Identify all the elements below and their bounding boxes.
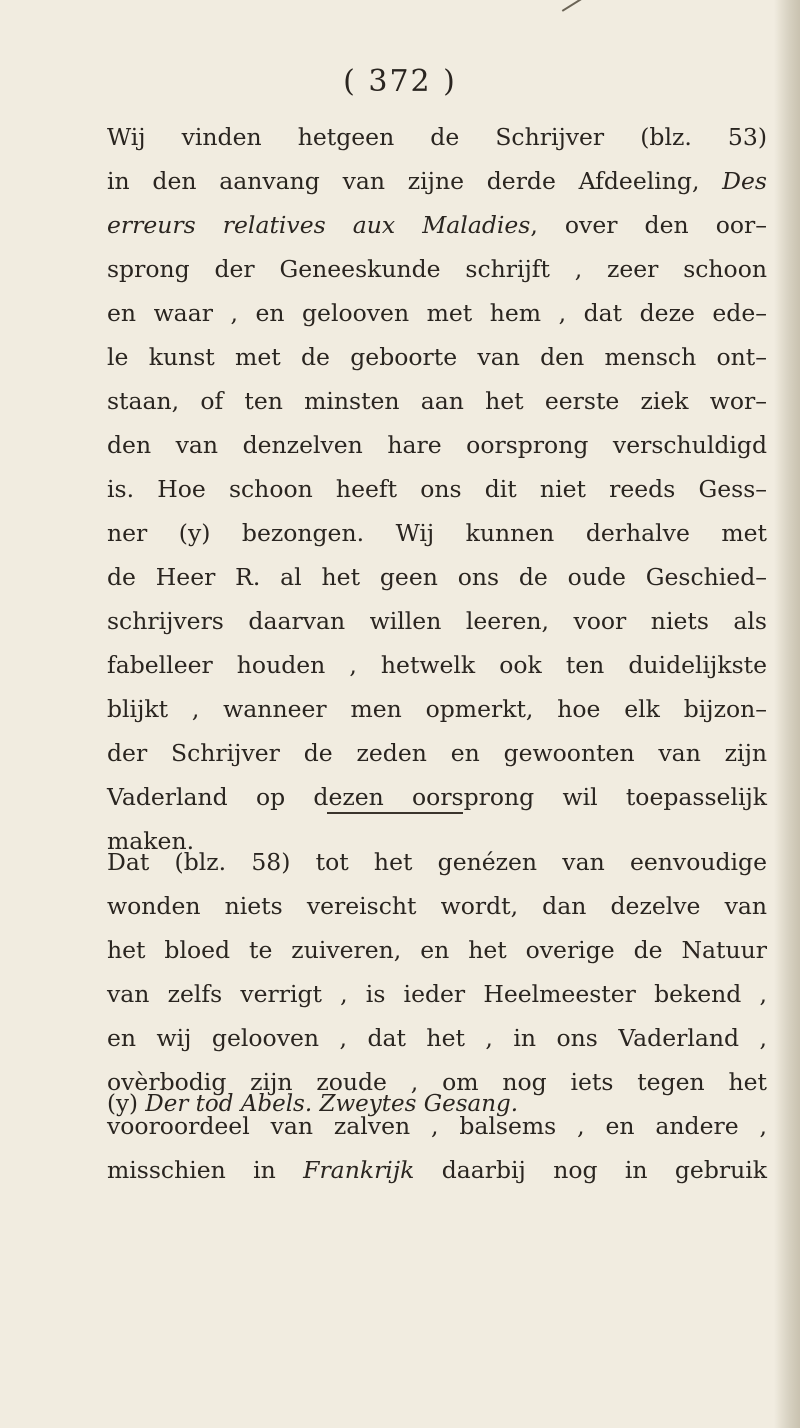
text-line: misschien in Frankrijk daarbij nog in gebruik <box>107 1156 767 1184</box>
text-line: Dat (blz. 58) tot het genézen van eenvoudige <box>107 848 767 876</box>
text-line: is. Hoe schoon heeft ons dit niet reeds Gess– <box>107 475 767 503</box>
text-line: in den aanvang van zijne derde Afdeeling, Des <box>107 167 767 195</box>
text-line: en wij gelooven , dat het , in ons Vaderland , <box>107 1024 767 1052</box>
pencil-mark <box>562 0 589 12</box>
footnote-marker: (y) <box>107 1091 138 1117</box>
text-line: sprong der Geneeskunde schrijft , zeer schoon <box>107 255 767 283</box>
text-line: den van denzelven hare oorsprong verschuldigd <box>107 431 767 459</box>
text-line: de Heer R. al het geen ons de oude Geschied– <box>107 563 767 591</box>
text-line: vooroordeel van zalven , balsems , en andere , <box>107 1112 767 1140</box>
text-line: der Schrijver de zeden en gewoonten van zijn <box>107 739 767 767</box>
text-line: wonden niets vereischt wordt, dan dezelve van <box>107 892 767 920</box>
text-line: schrijvers daarvan willen leeren, voor niets als <box>107 607 767 635</box>
text-line: erreurs relatives aux Maladies, over den oor– <box>107 211 768 239</box>
text-line: blijkt , wanneer men opmerkt, hoe elk bijzon– <box>107 695 767 723</box>
text-line: ovèrbodig zijn zoude , om nog iets tegen het <box>107 1068 767 1096</box>
text-line: maken. <box>107 827 195 855</box>
text-line: staan, of ten minsten aan het eerste ziek wor– <box>107 387 767 415</box>
text-line: Wij vinden hetgeen de Schrijver (blz. 53) <box>107 123 767 151</box>
text-line: het bloed te zuiveren, en het overige de Natuur <box>107 936 767 964</box>
text-line: en waar , en gelooven met hem , dat deze ede– <box>107 299 767 327</box>
footnote-text: Der tod Abels. Zweytes Gesang. <box>145 1091 519 1117</box>
page-number: ( 372 ) <box>343 64 457 99</box>
paragraph-1 <box>107 115 767 863</box>
text-line: van zelfs verrigt , is ieder Heelmeester bekend , <box>107 980 767 1008</box>
footnote <box>107 1082 767 1126</box>
section-separator <box>327 812 463 814</box>
text-line: fabelleer houden , hetwelk ook ten duidelijkste <box>107 651 767 679</box>
text-line: ner (y) bezongen. Wij kunnen derhalve met <box>107 519 767 547</box>
text-line: le kunst met de geboorte van den mensch ont– <box>107 343 767 371</box>
page-edge-shadow <box>774 0 800 1428</box>
text-line: Vaderland op dezen oorsprong wil toepasselijk <box>107 783 767 811</box>
paragraph-2 <box>107 840 767 1192</box>
